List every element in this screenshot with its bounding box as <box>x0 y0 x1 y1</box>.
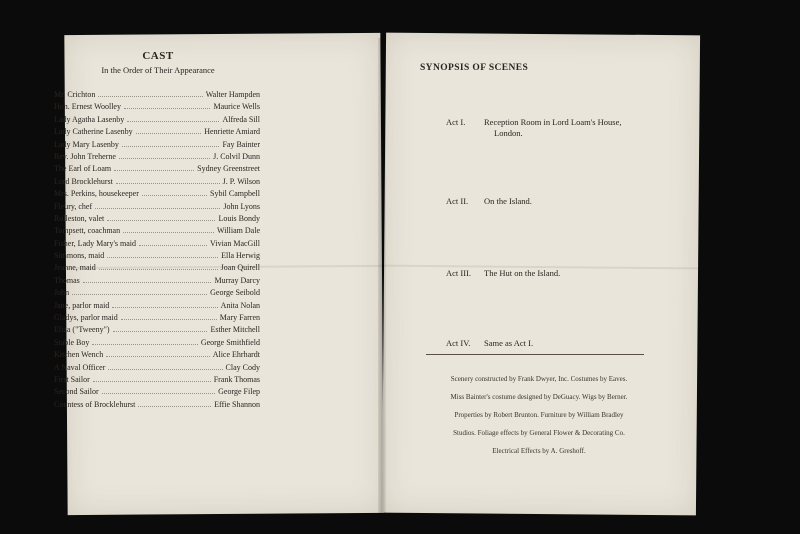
cast-role: Lady Catherine Lasenby <box>54 127 133 137</box>
cast-actor: Fay Bainter <box>222 139 260 149</box>
credits-line: Properties by Robert Brunton. Furniture by William Bradley <box>454 411 624 419</box>
act-description-line: London. <box>494 128 523 138</box>
cast-row <box>54 385 260 397</box>
cast-role: Fleury, chef <box>54 201 93 211</box>
act-description-line: Reception Room in Lord Loam's House, <box>484 117 622 127</box>
cast-row <box>54 336 260 348</box>
cast-actor: J. P. Wilson <box>222 176 260 186</box>
cast-role: Fisher, Lady Mary's maid <box>54 238 136 248</box>
leader-dots <box>93 373 211 382</box>
credits-line: Scenery constructed by Frank Dwyer, Inc. Costumes by Eaves. <box>450 375 628 383</box>
leader-dots <box>136 125 202 134</box>
synopsis-title: SYNOPSIS OF SCENES <box>420 63 529 73</box>
cast-actor: Sybil Campbell <box>210 189 260 199</box>
cast-row <box>54 286 260 298</box>
cast-row <box>54 88 260 100</box>
cast-actor: Mary Farren <box>219 313 260 323</box>
act-1 <box>446 117 654 139</box>
cast-role: A Naval Officer <box>54 362 106 372</box>
leader-dots <box>119 150 210 159</box>
cast-role: Kitchen Wench <box>54 350 104 360</box>
leader-dots <box>116 175 220 184</box>
cast-role: Lord Brocklehurst <box>54 176 113 186</box>
cast-actor: George Filep <box>218 387 260 397</box>
cast-actor: Ella Herwig <box>221 251 260 261</box>
cast-row <box>54 274 260 286</box>
cast-role: Jeanne, maid <box>54 263 96 273</box>
leader-dots <box>124 100 210 109</box>
cast-row <box>54 150 260 162</box>
leader-dots <box>72 286 207 295</box>
cast-row <box>54 212 260 224</box>
cast-actor: Anita Nolan <box>220 300 260 310</box>
cast-row <box>54 348 260 360</box>
cast-actor: Joan Quirell <box>220 263 260 273</box>
leader-dots <box>102 385 215 394</box>
cast-role: Second Sailor <box>54 387 99 397</box>
cast-role: John <box>54 288 70 298</box>
leader-dots <box>122 138 220 147</box>
cast-row <box>54 299 260 311</box>
cast-title: CAST <box>142 50 174 62</box>
cast-role: Rolleston, valet <box>54 213 105 223</box>
cast-actor: Louis Bondy <box>218 213 260 223</box>
cast-actor: J. Colvil Dunn <box>213 151 260 161</box>
cast-row <box>54 100 260 112</box>
act-description: The Hut on the Island. <box>484 268 561 278</box>
cast-actor: John Lyons <box>223 201 260 211</box>
cast-list <box>54 88 260 410</box>
cast-role: Eliza ("Tweeny") <box>54 325 110 335</box>
credits-line: Studios. Foliage effects by General Flower & Decorating Co. <box>453 429 625 437</box>
leader-dots <box>99 261 218 270</box>
cast-role: Jane, parlor maid <box>54 300 110 310</box>
cast-row <box>54 113 260 125</box>
leader-dots <box>142 187 207 196</box>
production-credits <box>430 370 648 460</box>
cast-actor: Clay Cody <box>225 362 260 372</box>
cast-actor: Esther Mitchell <box>210 325 260 335</box>
act-description <box>484 117 654 139</box>
cast-subtitle: In the Order of Their Appearance <box>101 65 215 75</box>
cast-role: Thomas <box>54 275 80 285</box>
cast-row <box>54 311 260 323</box>
cast-row <box>54 249 260 261</box>
leader-dots <box>92 336 197 345</box>
cast-row <box>54 187 260 199</box>
cast-role: Lady Agatha Lasenby <box>54 114 125 124</box>
cast-role: Tompsett, coachman <box>54 226 121 236</box>
cast-actor: Henriette Amiard <box>204 127 260 137</box>
leader-dots <box>139 237 207 246</box>
cast-actor: Frank Thomas <box>213 374 260 384</box>
cast-row <box>54 261 260 273</box>
cast-actor: Murray Darcy <box>214 275 260 285</box>
cast-row <box>54 125 260 137</box>
center-fold <box>378 38 386 514</box>
cast-role: Countess of Brocklehurst <box>54 399 136 409</box>
cast-role: Simmons, maid <box>54 251 105 261</box>
act-label: Act III. <box>446 268 472 278</box>
cast-actor: Maurice Wells <box>213 102 260 112</box>
cast-role: Hon. Ernest Woolley <box>54 102 121 112</box>
cast-actor: Sydney Greenstreet <box>197 164 260 174</box>
cast-role: The Earl of Loam <box>54 164 112 174</box>
act-4 <box>446 338 533 349</box>
leader-dots <box>107 249 218 258</box>
cast-role: Rev. John Treherne <box>54 151 116 161</box>
cast-row <box>54 398 260 410</box>
cast-actor: George Smithfield <box>200 337 260 347</box>
leader-dots <box>112 299 217 308</box>
cast-row <box>54 237 260 249</box>
cast-actor: William Dale <box>217 226 260 236</box>
cast-row <box>54 323 260 335</box>
leader-dots <box>107 212 215 221</box>
divider-rule <box>426 354 644 355</box>
act-label: Act I. <box>446 117 466 127</box>
cast-row <box>54 200 260 212</box>
cast-actor: Alfreda Sill <box>222 114 260 124</box>
leader-dots <box>138 398 211 407</box>
cast-row <box>54 175 260 187</box>
leader-dots <box>123 224 214 233</box>
leader-dots <box>114 162 194 171</box>
cast-role: Lady Mary Lasenby <box>54 139 119 149</box>
act-label: Act II. <box>446 196 469 206</box>
cast-actor: Alice Ehrhardt <box>212 350 260 360</box>
cast-actor: Vivian MacGill <box>210 238 260 248</box>
act-3 <box>446 268 560 279</box>
credits-line: Electrical Effects by A. Greshoff. <box>492 447 586 455</box>
cast-row <box>54 224 260 236</box>
leader-dots <box>113 323 208 332</box>
credits-line: Miss Bainter's costume designed by DeGuacy. Wigs by Berner. <box>450 393 628 401</box>
act-description: Same as Act I. <box>484 338 534 348</box>
cast-role: Mr. Crichton <box>54 90 96 99</box>
leader-dots <box>127 113 219 122</box>
act-2 <box>446 196 532 207</box>
cast-actor: Effie Shannon <box>214 399 260 409</box>
cast-actor: George Seibold <box>210 288 260 298</box>
leader-dots <box>95 200 220 209</box>
leader-dots <box>98 88 202 97</box>
cast-row <box>54 162 260 174</box>
cast-row <box>54 361 260 373</box>
leader-dots <box>108 361 222 370</box>
cast-actor: Walter Hampden <box>205 90 260 99</box>
cast-role: Stable Boy <box>54 337 90 347</box>
cast-row <box>54 138 260 150</box>
cast-role: Mrs. Perkins, housekeeper <box>54 189 139 199</box>
cast-role: First Sailor <box>54 374 90 384</box>
act-description: On the Island. <box>484 196 532 206</box>
leader-dots <box>83 274 212 283</box>
cast-row <box>54 373 260 385</box>
act-label: Act IV. <box>446 338 471 348</box>
leader-dots <box>106 348 209 357</box>
cast-role: Gladys, parlor maid <box>54 313 118 323</box>
leader-dots <box>121 311 217 320</box>
